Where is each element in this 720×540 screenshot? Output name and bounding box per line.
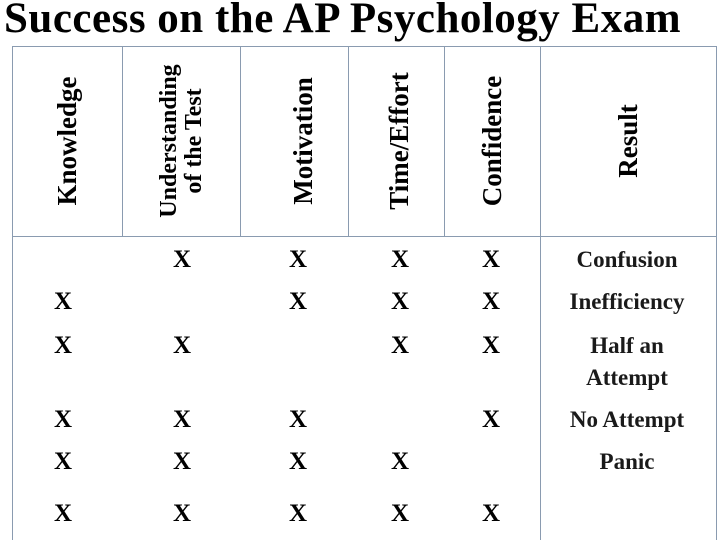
cell-mark: X [288, 448, 308, 475]
cell-mark: X [172, 406, 192, 433]
column-divider [348, 46, 349, 236]
cell-mark: X [481, 406, 501, 433]
column-divider [444, 46, 445, 236]
cell-mark: X [172, 448, 192, 475]
cell-mark: X [390, 288, 410, 315]
header-understanding-line1: Understanding [155, 64, 182, 218]
page-title: Success on the AP Psychology Exam [4, 0, 682, 42]
cell-mark: X [53, 332, 73, 359]
result-label: Half an Attempt [586, 332, 668, 390]
cell-mark: X [288, 288, 308, 315]
cell-mark: X [172, 332, 192, 359]
cell-mark: X [53, 288, 73, 315]
cell-mark: X [172, 246, 192, 273]
header-divider [12, 236, 716, 237]
cell-mark: X [53, 448, 73, 475]
cell-mark: X [53, 500, 73, 527]
cell-mark: X [481, 246, 501, 273]
cell-mark: X [53, 406, 73, 433]
column-divider [540, 46, 541, 540]
column-divider [240, 46, 241, 236]
result-label: No Attempt [569, 406, 685, 432]
header-understanding-line2: of the Test [181, 88, 207, 194]
cell-mark: X [390, 448, 410, 475]
column-divider [122, 46, 123, 236]
table-border-right [716, 46, 717, 540]
cell-mark: X [288, 406, 308, 433]
cell-mark: X [481, 500, 501, 527]
cell-mark: X [172, 500, 192, 527]
cell-mark: X [390, 500, 410, 527]
result-label: Panic [599, 448, 655, 474]
header-motivation: Motivation [287, 77, 318, 205]
table-border-top [12, 46, 716, 47]
header-confidence: Confidence [476, 75, 507, 207]
header-time-effort: Time/Effort [383, 72, 414, 210]
cell-mark: X [390, 246, 410, 273]
cell-mark: X [481, 288, 501, 315]
header-knowledge: Knowledge [51, 76, 82, 206]
header-result: Result [612, 104, 643, 178]
result-label: Confusion [576, 246, 678, 272]
cell-mark: X [481, 332, 501, 359]
result-label: Inefficiency [569, 288, 685, 314]
cell-mark: X [288, 246, 308, 273]
header-understanding [157, 64, 207, 217]
table-border-left [12, 46, 13, 540]
cell-mark: X [390, 332, 410, 359]
cell-mark: X [288, 500, 308, 527]
